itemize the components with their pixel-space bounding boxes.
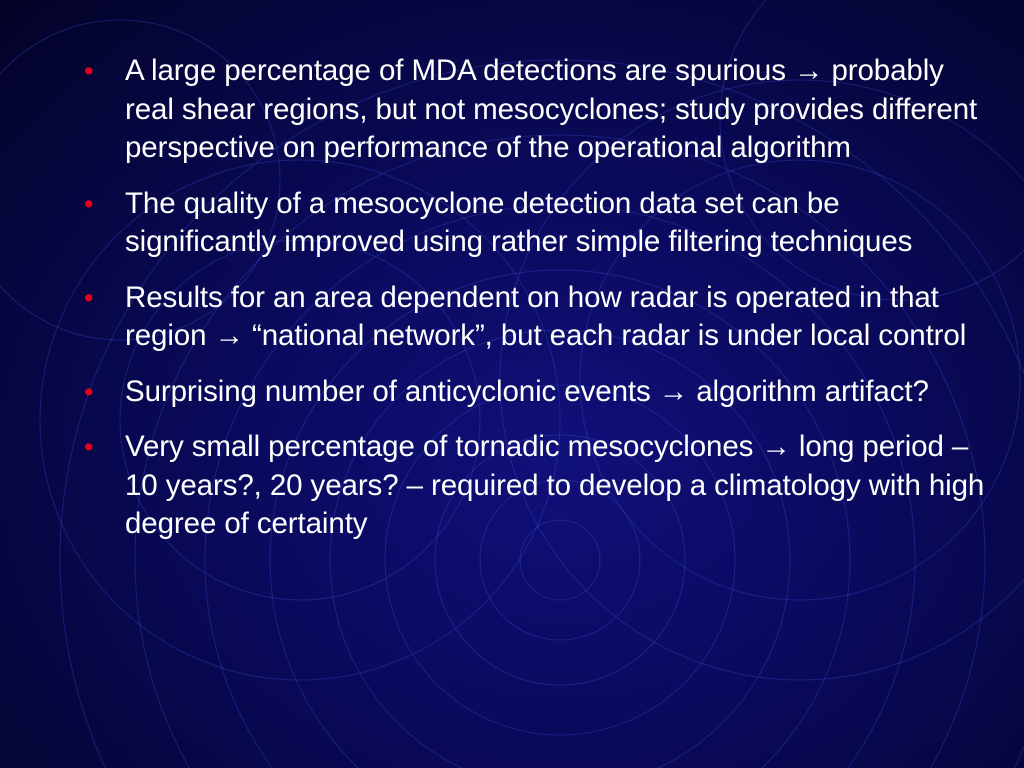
bullet-item [84,373,989,412]
bullet-dot-icon: • [84,432,94,462]
bullet-dot-icon: • [84,376,94,407]
bullet-text: Surprising number of anticyclonic events → algorithm artifact? [125,374,929,408]
bullet-text: Results for an area dependent on how radar is operated in that region → “national network”, but each radar is under local control [125,280,967,352]
bullet-item [84,279,989,356]
bullet-text: The quality of a mesocyclone detection data set can be significantly improved using rather simple filtering techniques [125,186,913,258]
bullet-item [84,185,989,262]
bullet-dot-icon: • [84,56,94,86]
bullet-dot-icon: • [84,282,94,313]
bullet-text: Very small percentage of tornadic mesocyclones → long period – 10 years?, 20 years? – required to develop a climatology with high degree of certainty [125,430,985,540]
bullet-item [84,52,989,168]
slide-content [84,52,989,561]
bullet-text: A large percentage of MDA detections are spurious → probably real shear regions, but not mesocyclones; study provides different perspective on performance of the operational algorithm [125,54,978,164]
bullet-item [84,428,989,544]
bullet-dot-icon: • [84,188,94,219]
